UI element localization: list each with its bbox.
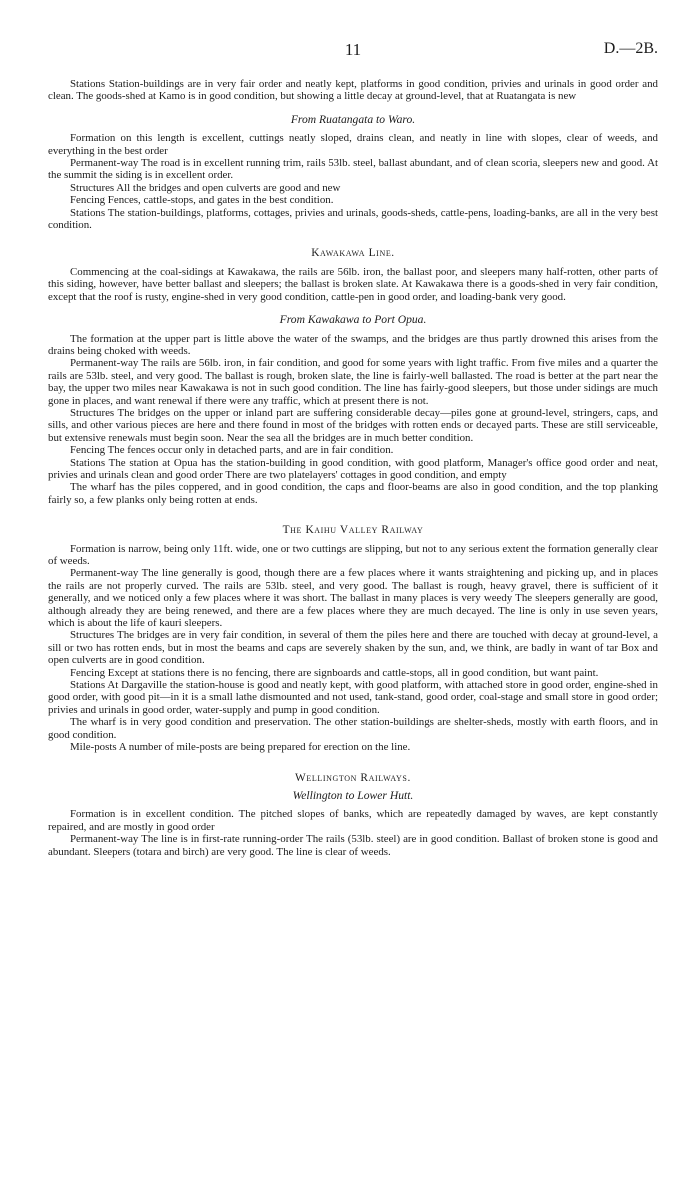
section-subheading: Wellington to Lower Hutt. — [292, 788, 414, 802]
paragraph: Stations The station-buildings, platforms, cottages, privies and urinals, goods-sheds, cattle-pens, loading-banks, are all in the very best condition. — [48, 206, 658, 232]
document-body — [48, 78, 658, 858]
section-subheading: From Ruatangata to Waro. — [290, 112, 416, 126]
section-heading: Kawakawa Line. — [311, 247, 395, 260]
paragraph: Fencing Fences, cattle-stops, and gates in the best condition. — [70, 194, 334, 207]
paragraph: Structures The bridges are in very fair condition, in several of them the piles here and there are touched with decay at ground-level, a sill or two has rotten ends, but in most the beams and caps are severely shaken by the sun, and, we think, are badly in want of tar Box and open culverts are in good condition. — [48, 629, 658, 667]
paragraph: Formation on this length is excellent, cuttings neatly sloped, drains clean, and neatly in line with slopes, clear of weeds, and everything in the best order — [48, 132, 658, 157]
paragraph: Commencing at the coal-sidings at Kawakawa, the rails are 56lb. iron, the ballast poor, and sleepers many half-rotten, other parts of this siding, however, have better ballast and sleepers; the ballast is broken slate. At Kawakawa there is a goods-shed in very fair condition, except that the roof is rusty, engine-shed in very good condition, cattle-pen in good order, and loading-bank very good. — [48, 265, 658, 303]
paragraph: The formation at the upper part is little above the water of the swamps, and the bridges are thus partly drowned this arises from the drains being choked with weeds. — [48, 332, 658, 357]
page-number: 11 — [344, 40, 362, 59]
document-reference: D.—2B. — [603, 40, 658, 57]
paragraph: Formation is narrow, being only 11ft. wide, one or two cuttings are slipping, but not to any serious extent the formation generally clear of weeds. — [48, 542, 658, 567]
paragraph: Mile-posts A number of mile-posts are being prepared for erection on the line. — [70, 741, 411, 754]
paragraph: The wharf is in very good condition and preservation. The other station-buildings are shelter-sheds, mostly with earth floors, and in good condition. — [48, 716, 658, 741]
section-heading: The Kaihu Valley Railway — [282, 524, 424, 537]
paragraph: Stations At Dargaville the station-house is good and neatly kept, with good platform, with attached store in good order, engine-shed in good order, with good pit—in it is a small lathe dismounted and not used, tank-stand, good order, coal-stage and small store in good order; privies and urinals in good order, water-supply and pump in good condition. — [48, 679, 658, 716]
paragraph: The wharf has the piles coppered, and in good condition, the caps and floor-beams are also in good condition, and the top planking fairly so, a few planks only being rotten at ends. — [48, 481, 658, 506]
paragraph: Structures All the bridges and open culverts are good and new — [70, 181, 341, 194]
paragraph: Fencing The fences occur only in detached parts, and are in fair condition. — [70, 444, 394, 457]
paragraph: Structures The bridges on the upper or inland part are suffering considerable decay—piles gone at ground-level, stringers, caps, and sills, and other various pieces are here and there found in most of the bridges with rotten ends or decayed parts. These are still serviceable, but extensive renewals must begin soon. Near the sea all the bridges are in much better condition. — [48, 406, 658, 444]
page-header — [48, 40, 658, 64]
paragraph: Permanent-way The rails are 56lb. iron, in fair condition, and good for some years with light traffic. From five miles and a quarter the rails are 53lb. steel, and very good. The ballast is rough, broken slate, the line is fairly-well ballasted. The road is better at the part near the bay, the upper two miles near Kawakawa is not in such good condition. The line has fairly-good sleepers, but those under sidings are much gone in places, and want renewal if there were any traffic, which at present there is not. — [48, 357, 658, 407]
paragraph: Permanent-way The road is in excellent running trim, rails 53lb. steel, ballast abundant, and of clean scoria, sleepers new and good. At the summit the siding is in excellent order. — [48, 157, 658, 182]
section-heading: Wellington Railways. — [295, 771, 411, 784]
section-subheading: From Kawakawa to Port Opua. — [279, 313, 427, 327]
paragraph: Formation is in excellent condition. The pitched slopes of banks, which are repeatedly damaged by waves, are kept constantly repaired, and are mostly in good order — [48, 808, 658, 833]
paragraph: Permanent-way The line is in first-rate running-order The rails (53lb. steel) are in good condition. Ballast of broken stone is good and abundant. Sleepers (totara and birch) are very good. The line is clear of weeds. — [48, 833, 658, 858]
paragraph: Permanent-way The line generally is good, though there are a few places where it wants straightening and picking up, and in places the rails are not properly curved. The rails are 53lb. steel, and very good. The ballast is rough, heavy gravel, there is sufficient of it generally, and we noticed only a few places where it was short. The ballast in many places is very weedy The sleepers generally are good, although already they are being renewed, and there are a few places where they are much decayed. The line is only in use seven years, which is about the life of kauri sleepers. — [48, 567, 658, 630]
paragraph: Stations The station at Opua has the station-building in good condition, with good platform, Manager's office good order and neat, privies and urinals clean and good order There are two platelayers' cottages in good condition, and empty — [48, 456, 658, 481]
paragraph: Stations Station-buildings are in very fair order and neatly kept, platforms in good condition, privies and urinals in good order and clean. The goods-shed at Kamo is in good condition, but showing a little decay at ground-level, that at Ruatangata is new — [48, 78, 658, 103]
paragraph: Fencing Except at stations there is no fencing, there are signboards and cattle-stops, all in good condition, but want paint. — [70, 666, 599, 679]
